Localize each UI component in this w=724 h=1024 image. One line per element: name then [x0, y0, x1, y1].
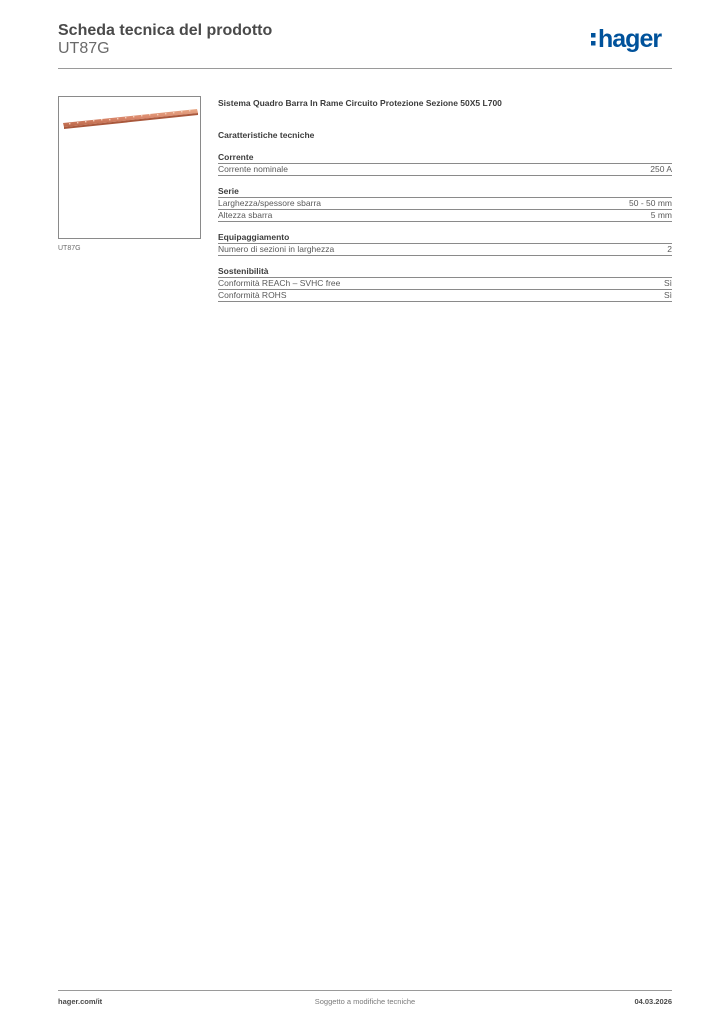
spec-row	[218, 198, 672, 210]
spec-label: Conformità ROHS	[218, 290, 287, 300]
spec-label: Corrente nominale	[218, 164, 288, 174]
spec-content	[218, 96, 672, 302]
page-header	[58, 20, 672, 70]
footer-date: 04.03.2026	[634, 997, 672, 1006]
spec-label: Conformità REACh – SVHC free	[218, 278, 341, 288]
document-title: Scheda tecnica del prodotto	[58, 22, 273, 39]
spec-label: Numero di sezioni in larghezza	[218, 244, 335, 254]
spec-row	[218, 164, 672, 176]
spec-value: Sì	[663, 290, 672, 300]
spec-group-equipaggiamento	[218, 230, 672, 256]
spec-row	[218, 210, 672, 222]
spec-group-serie	[218, 184, 672, 222]
group-title: Sostenibilità	[218, 264, 672, 278]
section-title: Caratteristiche tecniche	[218, 130, 315, 140]
footer-notice: Soggetto a modifiche tecniche	[314, 997, 416, 1006]
group-title: Equipaggiamento	[218, 230, 672, 244]
image-caption: UT87G	[58, 245, 81, 252]
spec-value: 250 A	[650, 164, 672, 174]
spec-value: Sì	[663, 278, 672, 288]
spec-group-sostenibilita	[218, 264, 672, 302]
spec-value: 2	[667, 244, 672, 254]
product-name: Sistema Quadro Barra In Rame Circuito Protezione Sezione 50X5 L700	[218, 98, 502, 108]
spec-row	[218, 290, 672, 302]
spec-value: 50 - 50 mm	[629, 198, 672, 208]
spec-label: Larghezza/spessore sbarra	[218, 198, 322, 208]
spec-value: 5 mm	[650, 210, 672, 220]
hager-logo	[590, 24, 672, 56]
copper-busbar-icon	[59, 97, 202, 240]
footer-website: hager.com/it	[58, 997, 103, 1006]
product-code: UT87G	[58, 40, 110, 57]
group-title: Corrente	[218, 150, 672, 164]
footer-divider	[58, 990, 672, 991]
spec-row	[218, 278, 672, 290]
svg-text:hager: hager	[598, 25, 662, 53]
group-title: Serie	[218, 184, 672, 198]
spec-row	[218, 244, 672, 256]
header-divider	[58, 68, 672, 69]
product-image	[58, 96, 201, 239]
page-footer	[58, 997, 672, 1011]
spec-group-corrente	[218, 150, 672, 176]
spec-label: Altezza sbarra	[218, 210, 273, 220]
